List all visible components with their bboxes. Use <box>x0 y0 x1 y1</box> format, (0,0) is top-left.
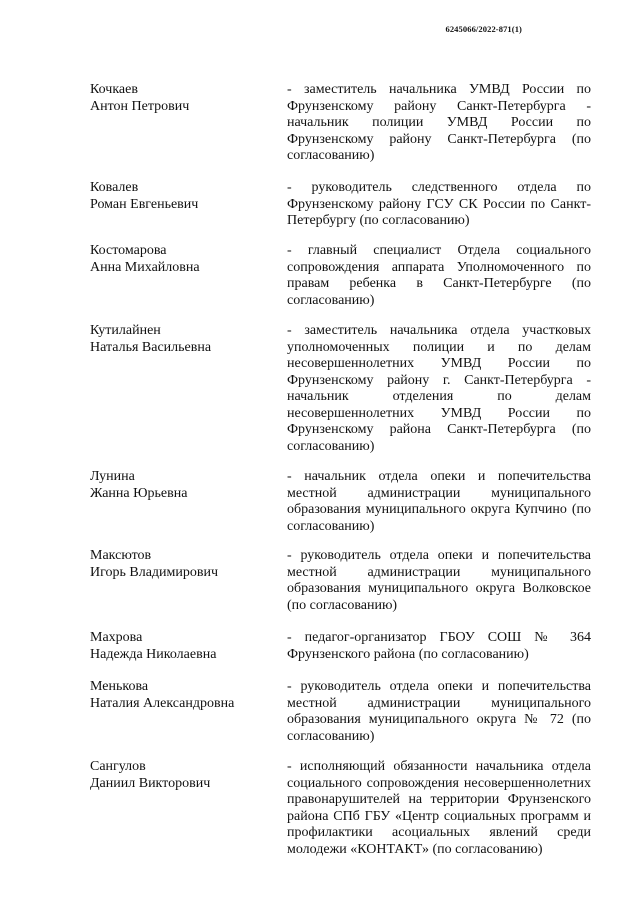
member-surname: Лунина <box>90 469 135 484</box>
member-surname: Ковалев <box>90 180 139 195</box>
member-given-names: Жанна Юрьевна <box>90 485 188 501</box>
member-surname: Менькова <box>90 679 149 694</box>
member-surname: Костомарова <box>90 243 167 258</box>
member-role: - руководитель отдела опеки и попечительства местной администрации муниципального образования муниципального округа Волковское (по согласованию) <box>287 548 591 613</box>
member-name <box>90 679 270 712</box>
member-surname: Махрова <box>90 630 143 645</box>
member-role: - начальник отдела опеки и попечительства местной администрации муниципального образования муниципального округа Купчино (по согласованию) <box>287 469 591 534</box>
member-name <box>90 82 270 115</box>
member-given-names: Даниил Викторович <box>90 775 211 791</box>
member-surname: Кутилайнен <box>90 323 161 338</box>
member-given-names: Роман Евгеньевич <box>90 196 199 212</box>
member-name <box>90 548 270 581</box>
member-given-names: Игорь Владимирович <box>90 564 219 580</box>
member-role: - руководитель следственного отдела по Фрунзенскому району ГСУ СК России по Санкт-Петербургу (по согласованию) <box>287 180 591 228</box>
member-given-names: Наталия Александровна <box>90 695 235 711</box>
document-number: 6245066/2022-871(1) <box>445 24 522 34</box>
member-role: - заместитель начальника УМВД России по Фрунзенскому району Санкт-Петербурга - начальник полиции УМВД России по Фрунзенскому району Санкт-Петербурга (по согласованию) <box>287 82 591 163</box>
member-name <box>90 180 270 213</box>
member-surname: Сангулов <box>90 759 146 774</box>
member-name <box>90 759 270 792</box>
member-role: - главный специалист Отдела социального сопровождения аппарата Уполномоченного по правам ребенка в Санкт-Петербурге (по согласованию) <box>287 243 591 308</box>
member-surname: Максютов <box>90 548 152 563</box>
member-surname: Кочкаев <box>90 82 138 97</box>
member-name <box>90 469 270 502</box>
member-given-names: Надежда Николаевна <box>90 646 217 662</box>
member-given-names: Антон Петрович <box>90 98 190 114</box>
member-given-names: Наталья Васильевна <box>90 339 212 355</box>
member-name <box>90 323 270 356</box>
member-role: - педагог-организатор ГБОУ СОШ № 364 Фрунзенского района (по согласованию) <box>287 630 591 662</box>
member-role: - заместитель начальника отдела участковых уполномоченных полиции и по делам несовершеннолетних УМВД России по Фрунзенскому району г. Санкт-Петербурга - начальник отделения по делам несовершеннолетних УМВД России по Фрунзенскому района Санкт-Петербурга (по согласованию) <box>287 323 591 454</box>
member-role: - исполняющий обязанности начальника отдела социального сопровождения несовершеннолетних правонарушителей на территории Фрунзенского района СПб ГБУ «Центр социальных программ и профилактики асоциальных явлений среди молодежи «КОНТАКТ» (по согласованию) <box>287 759 591 857</box>
member-role: - руководитель отдела опеки и попечительства местной администрации муниципального образования муниципального округа № 72 (по согласованию) <box>287 679 591 744</box>
member-given-names: Анна Михайловна <box>90 259 200 275</box>
member-name <box>90 243 270 276</box>
member-name <box>90 630 270 663</box>
